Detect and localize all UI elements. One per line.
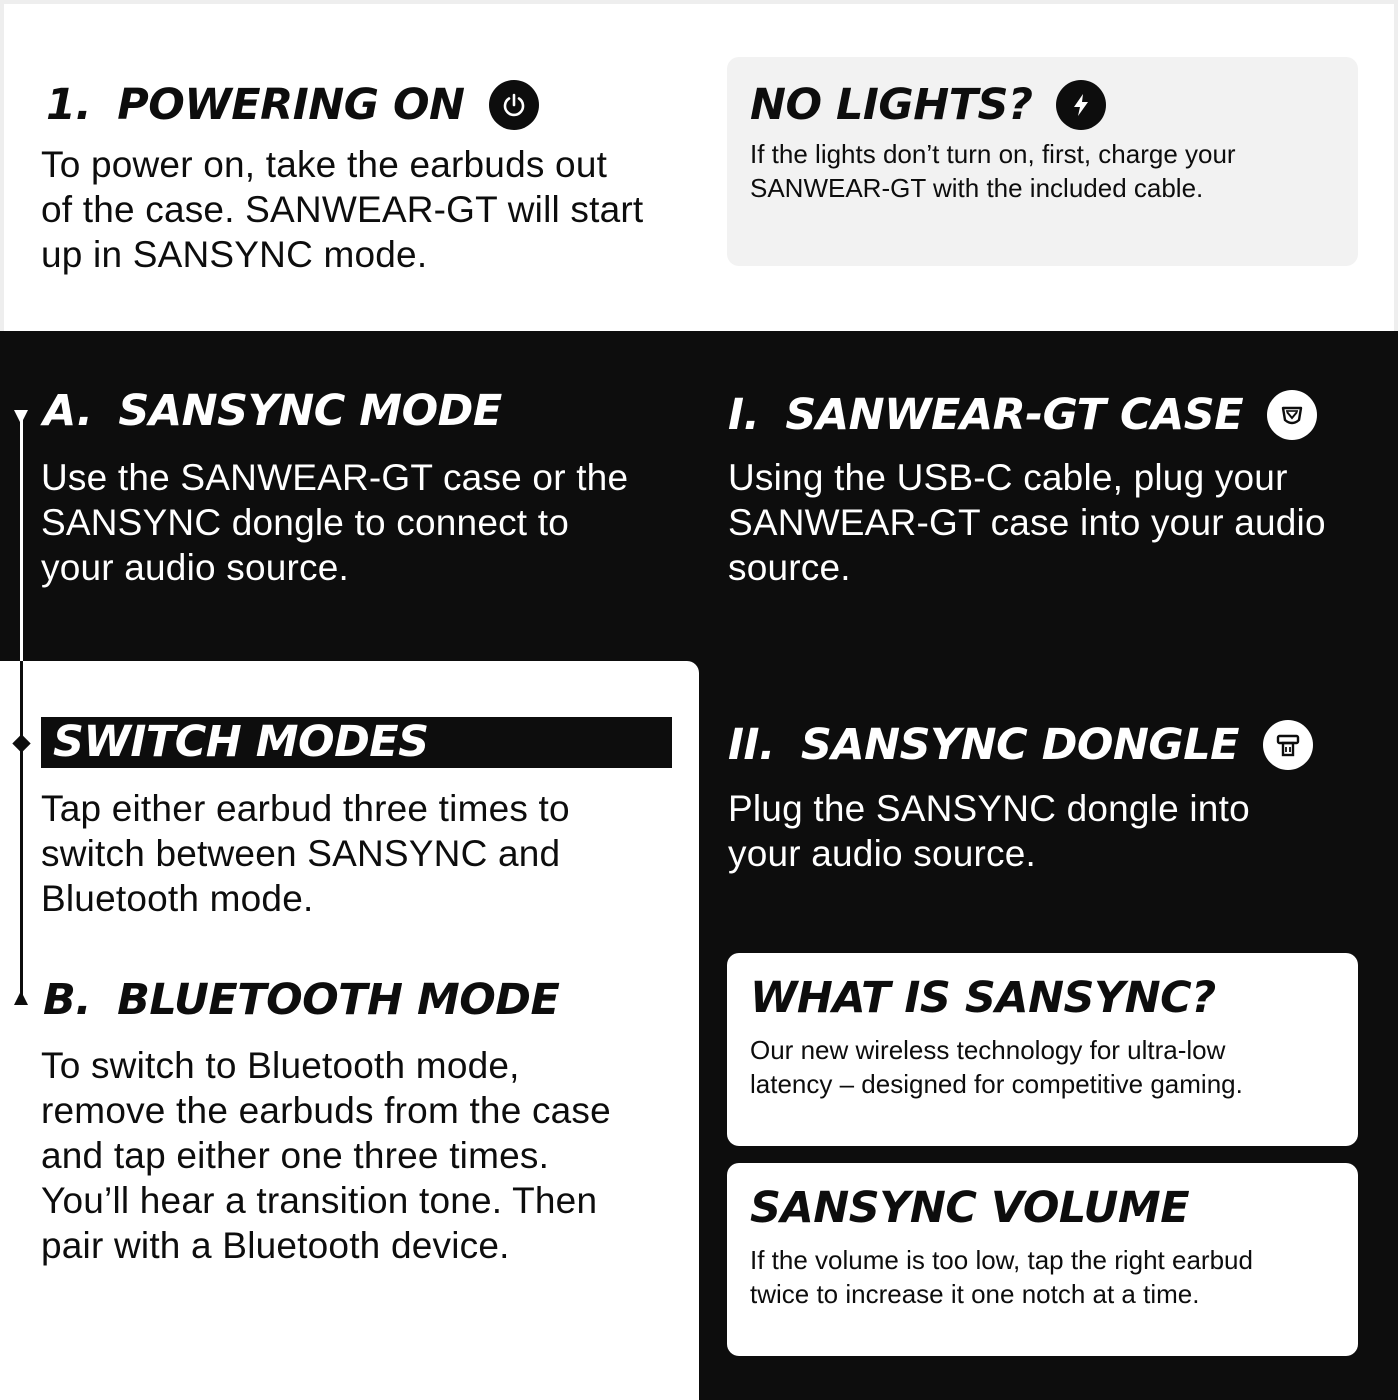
switch-modes-title: SWITCH MODES xyxy=(53,717,429,767)
bluetooth-mode-body xyxy=(41,1043,611,1268)
powering-on-heading xyxy=(46,80,539,130)
dongle-icon xyxy=(1263,720,1313,770)
what-is-sansync-title: WHAT IS SANSYNC? xyxy=(750,973,1216,1023)
arrow-up-marker xyxy=(14,991,28,1005)
bluetooth-mode-line: You’ll hear a transition tone. Then xyxy=(41,1180,598,1221)
sanwear-case-line: source. xyxy=(728,547,851,588)
sansync-mode-heading xyxy=(43,386,502,436)
bluetooth-mode-number: B. xyxy=(43,975,92,1025)
case-icon xyxy=(1267,390,1317,440)
sansync-dongle-body xyxy=(728,786,1250,876)
sanwear-case-heading xyxy=(728,390,1317,440)
sanwear-case-body xyxy=(728,455,1326,590)
sanwear-case-line: Using the USB-C cable, plug your xyxy=(728,457,1288,498)
sansync-volume-line: twice to increase it one notch at a time. xyxy=(750,1279,1200,1309)
sansync-mode-title: SANSYNC MODE xyxy=(118,386,502,436)
bluetooth-mode-line: pair with a Bluetooth device. xyxy=(41,1225,510,1266)
what-is-sansync-line: Our new wireless technology for ultra-low xyxy=(750,1035,1226,1065)
sansync-volume-heading xyxy=(750,1183,1190,1233)
switch-modes-heading xyxy=(53,717,429,767)
no-lights-heading xyxy=(750,80,1106,130)
switch-modes-line: switch between SANSYNC and xyxy=(41,833,561,874)
sansync-mode-body xyxy=(41,455,628,590)
flow-line-lower xyxy=(20,661,23,1003)
arrow-down-marker xyxy=(14,410,28,424)
powering-on-line: To power on, take the earbuds out xyxy=(41,144,608,185)
what-is-sansync-heading xyxy=(750,973,1216,1023)
sansync-dongle-heading xyxy=(728,720,1313,770)
sansync-volume-line: If the volume is too low, tap the right earbud xyxy=(750,1245,1253,1275)
no-lights-title: NO LIGHTS? xyxy=(750,79,1033,130)
bluetooth-mode-line: and tap either one three times. xyxy=(41,1135,550,1176)
bluetooth-mode-line: To switch to Bluetooth mode, xyxy=(41,1045,520,1086)
sanwear-case-title: SANWEAR-GT CASE xyxy=(785,389,1244,440)
what-is-sansync-line: latency – designed for competitive gaming. xyxy=(750,1069,1243,1099)
white-panel xyxy=(0,661,699,1400)
no-lights-line: SANWEAR-GT with the included cable. xyxy=(750,173,1204,203)
what-is-sansync-body xyxy=(750,1033,1243,1101)
power-icon xyxy=(489,80,539,130)
sansync-dongle-line: your audio source. xyxy=(728,833,1037,874)
powering-on-title: POWERING ON xyxy=(117,79,465,130)
sanwear-case-line: SANWEAR-GT case into your audio xyxy=(728,502,1326,543)
sansync-mode-line: Use the SANWEAR-GT case or the xyxy=(41,457,629,498)
sanwear-case-number: I. xyxy=(728,389,760,440)
bluetooth-mode-title: BLUETOOTH MODE xyxy=(117,975,560,1025)
sansync-dongle-line: Plug the SANSYNC dongle into xyxy=(728,788,1250,829)
lightning-icon xyxy=(1056,80,1106,130)
bluetooth-mode-heading xyxy=(43,975,560,1025)
sansync-volume-body xyxy=(750,1243,1253,1311)
sansync-dongle-title: SANSYNC DONGLE xyxy=(800,719,1240,770)
switch-modes-body xyxy=(41,786,570,921)
powering-on-body xyxy=(41,142,643,277)
switch-modes-line: Bluetooth mode. xyxy=(41,878,314,919)
no-lights-body xyxy=(750,137,1236,205)
sansync-dongle-number: II. xyxy=(728,719,775,770)
sansync-mode-number: A. xyxy=(43,386,93,436)
switch-modes-line: Tap either earbud three times to xyxy=(41,788,570,829)
no-lights-line: If the lights don’t turn on, first, charge your xyxy=(750,139,1236,169)
bluetooth-mode-line: remove the earbuds from the case xyxy=(41,1090,611,1131)
sansync-mode-line: your audio source. xyxy=(41,547,350,588)
sansync-volume-title: SANSYNC VOLUME xyxy=(750,1183,1190,1233)
powering-on-line: of the case. SANWEAR-GT will start xyxy=(41,189,644,230)
powering-on-number: 1. xyxy=(46,79,92,130)
sansync-mode-line: SANSYNC dongle to connect to xyxy=(41,502,570,543)
powering-on-line: up in SANSYNC mode. xyxy=(41,234,428,275)
